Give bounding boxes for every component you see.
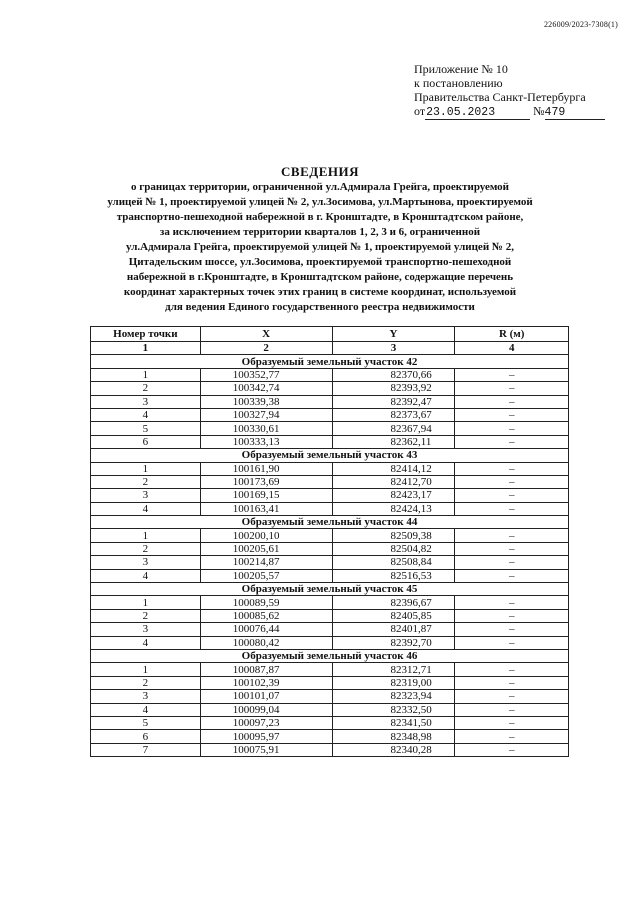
table-row [91, 743, 569, 756]
cell-point-number: 1 [91, 529, 201, 542]
cell-x: 100339,38 [200, 395, 332, 408]
cell-radius: – [455, 569, 569, 582]
header-radius: R (м) [455, 327, 569, 342]
table-row [91, 502, 569, 515]
cell-y: 82396,67 [332, 596, 455, 609]
cell-x: 100075,91 [200, 743, 332, 756]
cell-y: 82509,38 [332, 529, 455, 542]
cell-point-number: 2 [91, 542, 201, 555]
cell-x: 100169,15 [200, 489, 332, 502]
cell-radius: – [455, 743, 569, 756]
table-row [91, 408, 569, 421]
table-row [91, 730, 569, 743]
cell-radius: – [455, 529, 569, 542]
cell-point-number: 1 [91, 596, 201, 609]
cell-x: 100085,62 [200, 609, 332, 622]
appendix-block [414, 62, 614, 120]
cell-x: 100333,13 [200, 435, 332, 448]
cell-radius: – [455, 663, 569, 676]
cell-x: 100076,44 [200, 623, 332, 636]
cell-point-number: 4 [91, 408, 201, 421]
table-body [91, 355, 569, 757]
table-row [91, 435, 569, 448]
cell-point-number: 4 [91, 636, 201, 649]
table-row [91, 489, 569, 502]
table-row [91, 716, 569, 729]
cell-x: 100327,94 [200, 408, 332, 421]
section-row [91, 355, 569, 368]
cell-radius: – [455, 676, 569, 689]
cell-point-number: 2 [91, 676, 201, 689]
cell-y: 82401,87 [332, 623, 455, 636]
cell-radius: – [455, 382, 569, 395]
cell-radius: – [455, 475, 569, 488]
index-cell: 1 [91, 342, 201, 355]
table-row [91, 368, 569, 381]
table-row [91, 569, 569, 582]
table-row [91, 395, 569, 408]
table-row [91, 690, 569, 703]
cell-x: 100102,39 [200, 676, 332, 689]
header-x: X [200, 327, 332, 342]
cell-point-number: 2 [91, 382, 201, 395]
section-row [91, 516, 569, 529]
cell-y: 82323,94 [332, 690, 455, 703]
cell-y: 82373,67 [332, 408, 455, 421]
cell-point-number: 2 [91, 609, 201, 622]
cell-radius: – [455, 542, 569, 555]
cell-x: 100342,74 [200, 382, 332, 395]
cell-radius: – [455, 703, 569, 716]
appendix-line-1: Приложение № 10 [414, 62, 508, 76]
cell-y: 82341,50 [332, 716, 455, 729]
cell-radius: – [455, 368, 569, 381]
cell-y: 82393,92 [332, 382, 455, 395]
section-title: Образуемый земельный участок 42 [91, 355, 569, 368]
section-row [91, 583, 569, 596]
cell-x: 100330,61 [200, 422, 332, 435]
cell-point-number: 1 [91, 368, 201, 381]
document-title: СВЕДЕНИЯ [281, 164, 359, 179]
cell-x: 100173,69 [200, 475, 332, 488]
cell-y: 82504,82 [332, 542, 455, 555]
cell-radius: – [455, 730, 569, 743]
cell-x: 100214,87 [200, 556, 332, 569]
cell-point-number: 7 [91, 743, 201, 756]
cell-point-number: 1 [91, 663, 201, 676]
cell-y: 82332,50 [332, 703, 455, 716]
cell-radius: – [455, 435, 569, 448]
cell-radius: – [455, 422, 569, 435]
table-row [91, 475, 569, 488]
cell-y: 82414,12 [332, 462, 455, 475]
cell-point-number: 5 [91, 716, 201, 729]
cell-radius: – [455, 623, 569, 636]
table-row [91, 382, 569, 395]
cell-y: 82412,70 [332, 475, 455, 488]
cell-radius: – [455, 716, 569, 729]
cell-x: 100097,23 [200, 716, 332, 729]
cell-point-number: 3 [91, 556, 201, 569]
cell-radius: – [455, 462, 569, 475]
cell-radius: – [455, 609, 569, 622]
table-row [91, 542, 569, 555]
index-cell: 3 [332, 342, 455, 355]
cell-point-number: 5 [91, 422, 201, 435]
cell-x: 100101,07 [200, 690, 332, 703]
cell-point-number: 1 [91, 462, 201, 475]
decree-number: 479 [545, 107, 605, 120]
table-header-row [91, 327, 569, 342]
section-row [91, 649, 569, 662]
cell-y: 82423,17 [332, 489, 455, 502]
table-index-row [91, 342, 569, 355]
coordinates-table [90, 326, 569, 757]
cell-x: 100089,59 [200, 596, 332, 609]
section-title: Образуемый земельный участок 46 [91, 649, 569, 662]
cell-radius: – [455, 395, 569, 408]
cell-y: 82319,00 [332, 676, 455, 689]
appendix-line-3: Правительства Санкт-Петербурга [414, 90, 586, 104]
cell-x: 100099,04 [200, 703, 332, 716]
cell-x: 100205,61 [200, 542, 332, 555]
cell-point-number: 4 [91, 569, 201, 582]
cell-radius: – [455, 408, 569, 421]
number-prefix: № [533, 104, 545, 118]
header-point-number: Номер точки [91, 327, 201, 342]
cell-y: 82340,28 [332, 743, 455, 756]
cell-point-number: 6 [91, 435, 201, 448]
cell-x: 100163,41 [200, 502, 332, 515]
cell-x: 100205,57 [200, 569, 332, 582]
table-row [91, 529, 569, 542]
index-cell: 2 [200, 342, 332, 355]
date-prefix: от [414, 104, 426, 118]
cell-radius: – [455, 489, 569, 502]
document-subtitle: о границах территории, ограниченной ул.Адмирала Грейга, проектируемой улицей № 1, проектируемой улицей № 2, ул.Зосимова, ул.Мартынова, проектируемой транспортно-пешеходной набережной в г. Кронштадте, в Кронштадтском районе, за исключением территории кварталов 1, 2, 3 и 6, ограниченной ул.Адмирала Грейга, проектируемой улицей № 1, проектируемой улицей № 2, Цитадельским шоссе, ул.Зосимова, проектируемой транспортно-пешеходной набережной в г.Кронштадте, в Кронштадтском районе, содержащие перечень координат характерных точек этих границ в системе координат, используемой для ведения Единого государственного реестра недвижимости [107, 181, 533, 313]
table-row [91, 703, 569, 716]
table-row [91, 623, 569, 636]
cell-radius: – [455, 596, 569, 609]
cell-x: 100161,90 [200, 462, 332, 475]
cell-point-number: 2 [91, 475, 201, 488]
decree-date: 23.05.2023 [425, 107, 530, 120]
cell-y: 82392,47 [332, 395, 455, 408]
cell-radius: – [455, 556, 569, 569]
cell-point-number: 4 [91, 502, 201, 515]
cell-y: 82508,84 [332, 556, 455, 569]
cell-y: 82362,11 [332, 435, 455, 448]
section-row [91, 449, 569, 462]
cell-x: 100080,42 [200, 636, 332, 649]
cell-point-number: 3 [91, 690, 201, 703]
section-title: Образуемый земельный участок 44 [91, 516, 569, 529]
cell-radius: – [455, 502, 569, 515]
table-row [91, 596, 569, 609]
cell-radius: – [455, 690, 569, 703]
cell-y: 82370,66 [332, 368, 455, 381]
cell-point-number: 6 [91, 730, 201, 743]
cell-y: 82348,98 [332, 730, 455, 743]
cell-x: 100352,77 [200, 368, 332, 381]
cell-y: 82516,53 [332, 569, 455, 582]
cell-point-number: 3 [91, 489, 201, 502]
table-row [91, 422, 569, 435]
cell-x: 100200,10 [200, 529, 332, 542]
cell-y: 82367,94 [332, 422, 455, 435]
cell-y: 82424,13 [332, 502, 455, 515]
section-title: Образуемый земельный участок 43 [91, 449, 569, 462]
table-row [91, 609, 569, 622]
section-title: Образуемый земельный участок 45 [91, 583, 569, 596]
document-registration-number: 226009/2023-7308(1) [543, 20, 618, 29]
cell-y: 82405,85 [332, 609, 455, 622]
document-heading [80, 164, 560, 315]
cell-point-number: 4 [91, 703, 201, 716]
header-y: Y [332, 327, 455, 342]
index-cell: 4 [455, 342, 569, 355]
cell-point-number: 3 [91, 623, 201, 636]
table-row [91, 663, 569, 676]
table-row [91, 462, 569, 475]
appendix-date-line [414, 104, 614, 120]
cell-y: 82392,70 [332, 636, 455, 649]
table-row [91, 556, 569, 569]
table-row [91, 636, 569, 649]
cell-x: 100087,87 [200, 663, 332, 676]
cell-x: 100095,97 [200, 730, 332, 743]
appendix-line-2: к постановлению [414, 76, 503, 90]
cell-y: 82312,71 [332, 663, 455, 676]
cell-point-number: 3 [91, 395, 201, 408]
cell-radius: – [455, 636, 569, 649]
table-row [91, 676, 569, 689]
